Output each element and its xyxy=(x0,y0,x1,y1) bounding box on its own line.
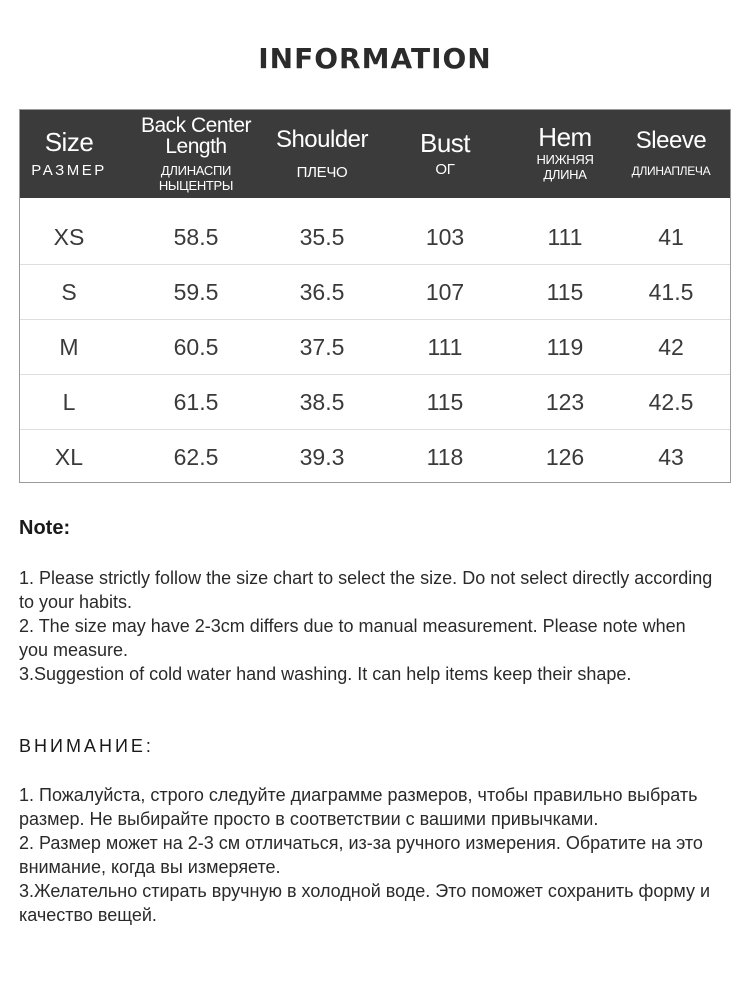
cell-back-center-length: 60.5 xyxy=(173,333,219,360)
cell-shoulder: 35.5 xyxy=(299,223,345,250)
header-bust xyxy=(370,110,520,198)
cell-sleeve: 42.5 xyxy=(648,388,694,415)
header-bust-en: Bust xyxy=(419,127,471,158)
ru-note-item: 2. Размер может на 2-3 см отличаться, из-за ручного измерения. Обратите на это внимание, когда вы измеряете. xyxy=(19,833,703,877)
note-title: Note: xyxy=(19,517,71,539)
cell-back-center-length: 59.5 xyxy=(173,278,219,305)
table-row xyxy=(20,265,730,320)
cell-hem: 119 xyxy=(546,333,584,360)
table-row xyxy=(20,375,730,430)
cell-shoulder: 37.5 xyxy=(299,333,345,360)
header-hem-en: Hem xyxy=(538,122,592,152)
header-bust-ru: ОГ xyxy=(435,160,455,178)
header-size xyxy=(20,110,118,198)
cell-back-center-length: 62.5 xyxy=(173,443,219,470)
cell-size: XS xyxy=(53,223,85,250)
cell-hem: 123 xyxy=(545,388,585,415)
ru-note-item: 1. Пожалуйста, строго следуйте диаграмме размеров, чтобы правильно выбрать размер. Не выбирайте просто в соответствии с вашими привычками. xyxy=(19,785,698,829)
cell-sleeve: 41 xyxy=(658,223,684,250)
cell-sleeve: 42 xyxy=(658,333,684,360)
cell-hem: 126 xyxy=(545,443,585,470)
cell-shoulder: 39.3 xyxy=(299,443,345,470)
cell-size: S xyxy=(61,278,77,305)
cell-bust: 103 xyxy=(425,223,465,250)
cell-back-center-length: 61.5 xyxy=(173,388,219,415)
size-chart-table xyxy=(19,109,731,483)
cell-sleeve: 43 xyxy=(658,443,684,470)
ru-note-item: 3.Желательно стирать вручную в холодной воде. Это поможет сохранить форму и качество вещей. xyxy=(19,881,711,925)
header-hem-ru: НИЖНЯЯ ДЛИНА xyxy=(536,152,594,182)
note-item: 2. The size may have 2-3cm differs due to manual measurement. Please note when you measure. xyxy=(19,616,686,660)
cell-bust: 115 xyxy=(426,388,464,415)
cell-size: M xyxy=(59,333,79,360)
note-item: 1. Please strictly follow the size chart to select the size. Do not select directly according to your habits. xyxy=(19,568,713,612)
cell-back-center-length: 58.5 xyxy=(173,223,219,250)
table-header xyxy=(20,110,730,198)
cell-bust: 111 xyxy=(427,333,463,360)
cell-shoulder: 38.5 xyxy=(299,388,345,415)
header-back-center-length-ru: ДЛИНАСПИ НЫЦЕНТРЫ xyxy=(158,163,234,193)
ru-note-list xyxy=(19,783,719,927)
header-sleeve xyxy=(610,110,732,198)
header-shoulder-en: Shoulder xyxy=(275,125,369,153)
cell-size: XL xyxy=(54,443,84,470)
cell-bust: 107 xyxy=(425,278,465,305)
table-row xyxy=(20,430,730,484)
header-sleeve-en: Sleeve xyxy=(635,126,707,154)
table-body xyxy=(20,198,730,484)
header-sleeve-ru: ДЛИНАПЛЕЧА xyxy=(631,163,711,178)
header-size-ru: РАЗМЕР xyxy=(31,161,107,179)
table-row xyxy=(20,210,730,265)
table-row xyxy=(20,320,730,375)
cell-bust: 118 xyxy=(426,443,464,470)
header-back-center-length-en: Back Center Length xyxy=(140,114,252,158)
ru-note-title: ВНИМАНИЕ: xyxy=(19,736,154,756)
cell-hem: 111 xyxy=(547,223,583,250)
note-list xyxy=(19,566,719,686)
header-shoulder-ru: ПЛЕЧО xyxy=(296,163,348,181)
cell-sleeve: 41.5 xyxy=(648,278,694,305)
header-size-en: Size xyxy=(44,126,94,157)
cell-shoulder: 36.5 xyxy=(299,278,345,305)
page-title: INFORMATION xyxy=(258,42,492,75)
note-item: 3.Suggestion of cold water hand washing. It can help items keep their shape. xyxy=(19,664,632,684)
cell-size: L xyxy=(62,388,76,415)
header-back-center-length xyxy=(118,110,274,198)
cell-hem: 115 xyxy=(546,278,584,305)
header-shoulder xyxy=(274,110,370,198)
header-hem xyxy=(520,110,610,198)
